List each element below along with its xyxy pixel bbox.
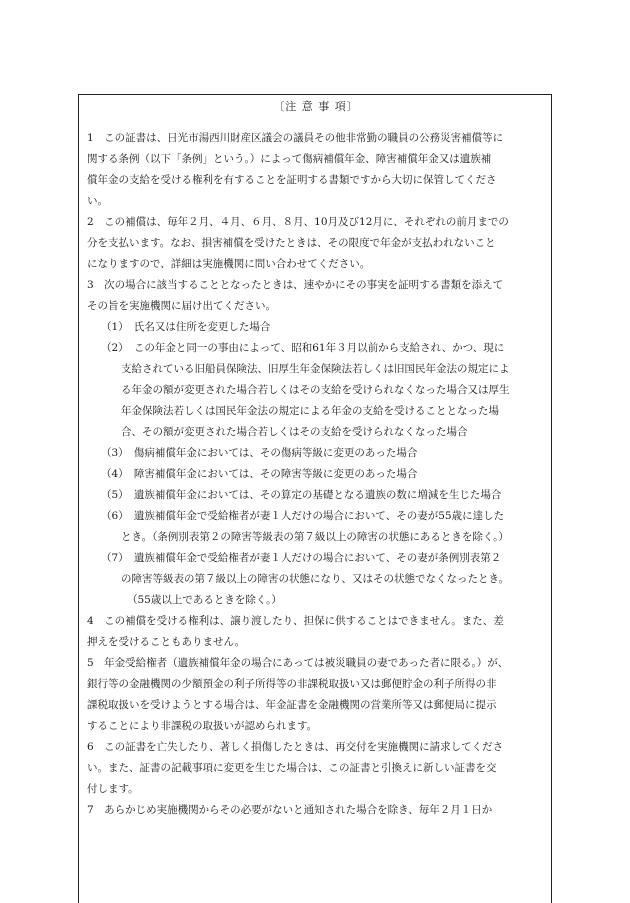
notice-line: 3 次の場合に該当することとなったときは、速やかにその事実を証明する書類を添えて xyxy=(87,279,504,291)
notice-frame xyxy=(78,94,552,903)
notice-line: 分を支払います。なお、損害補償を受けたときは、その限度で年金が支払われないこと xyxy=(87,237,496,249)
notice-line: になりますので、詳細は実施機関に問い合わせてください。 xyxy=(87,258,371,270)
notice-line: 付します。 xyxy=(87,783,139,795)
notice-line: （3） 傷病補償年金においては、その傷病等級に変更のあった場合 xyxy=(101,447,418,459)
notice-line: 償年金の支給を受ける権利を有することを証明する書類ですから大切に保管してくださ xyxy=(87,174,497,186)
notice-line: の障害等級表の第７級以上の障害の状態になり、又はその状態でなくなったとき。 xyxy=(121,573,510,585)
notice-body xyxy=(87,128,545,821)
notice-line: （6） 遺族補償年金で受給権者が妻１人だけの場合において、その妻が55歳に達した xyxy=(101,510,505,522)
notice-line: 支給されている旧船員保険法、旧厚生年金保険法若しくは旧国民年金法の規定によ xyxy=(121,363,510,375)
notice-line: 5 年金受給権者（遺族補償年金の場合にあっては被災職員の妻であった者に限る。）が、 xyxy=(87,657,509,669)
notice-line: （2） この年金と同一の事由によって、昭和61年３月以前から支給され、かつ、現に xyxy=(101,342,505,354)
notice-heading: 〔注 意 事 項〕 xyxy=(273,100,359,113)
notice-line: （4） 障害補償年金においては、その障害等級に変更のあった場合 xyxy=(101,468,418,480)
notice-line: （7） 遺族補償年金で受給権者が妻１人だけの場合において、その妻が条例別表第２ xyxy=(101,552,502,564)
notice-line: 銀行等の金融機関の少額預金の利子所得等の非課税取扱い又は郵便貯金の利子所得の非 xyxy=(87,678,497,690)
notice-line: 2 この補償は、毎年２月、４月、６月、８月、10月及び12月に、それぞれの前月までの xyxy=(87,216,509,228)
notice-line: い。また、証書の記載事項に変更を生じた場合は、この証書と引換えに新しい証書を交 xyxy=(87,762,497,774)
notice-line: （1） 氏名又は住所を変更した場合 xyxy=(101,321,271,333)
notice-line: 年金保険法若しくは国民年金法の規定による年金の支給を受けることとなった場 xyxy=(121,405,499,417)
notice-line: 4 この補償を受ける権利は、譲り渡したり、担保に供することはできません。また、差 xyxy=(87,615,504,627)
notice-line: 7 あらかじめ実施機関からその必要がないと通知された場合を除き、毎年２月１日か xyxy=(87,804,493,816)
notice-line: 課税取扱いを受けようとする場合は、年金証書を金融機関の営業所等又は郵便局に提示 xyxy=(87,699,497,711)
notice-line: 押えを受けることもありません。 xyxy=(87,636,246,648)
notice-line: その旨を実施機関に届け出てください。 xyxy=(87,300,276,312)
notice-line: 6 この証書を亡失したり、著しく損傷したときは、再交付を実施機関に請求してくださ xyxy=(87,741,504,753)
notice-line: とき。（条例別表第２の障害等級表の第７級以上の障害の状態にあるときを除く。） xyxy=(121,531,509,543)
notice-line: （5） 遺族補償年金においては、その算定の基礎となる遺族の数に増減を生じた場合 xyxy=(101,489,502,501)
notice-line: （55歳以上であるときを除く。） xyxy=(127,594,282,606)
notice-line: することにより非課税の取扱いが認められます。 xyxy=(87,720,318,732)
notice-line: 1 この証書は、日光市湯西川財産区議会の議員その他非常勤の職員の公務災害補償等に xyxy=(87,132,504,144)
notice-line: 合、その額が変更された場合若しくはその支給を受けられなくなった場合 xyxy=(121,426,468,438)
notice-line: る年金の額が変更された場合若しくはその支給を受けられなくなった場合又は厚生 xyxy=(121,384,510,396)
notice-line: い。 xyxy=(87,195,108,207)
notice-line: 関する条例（以下「条例」という。）によって傷病補償年金、障害補償年金又は遺族補 xyxy=(87,153,492,165)
